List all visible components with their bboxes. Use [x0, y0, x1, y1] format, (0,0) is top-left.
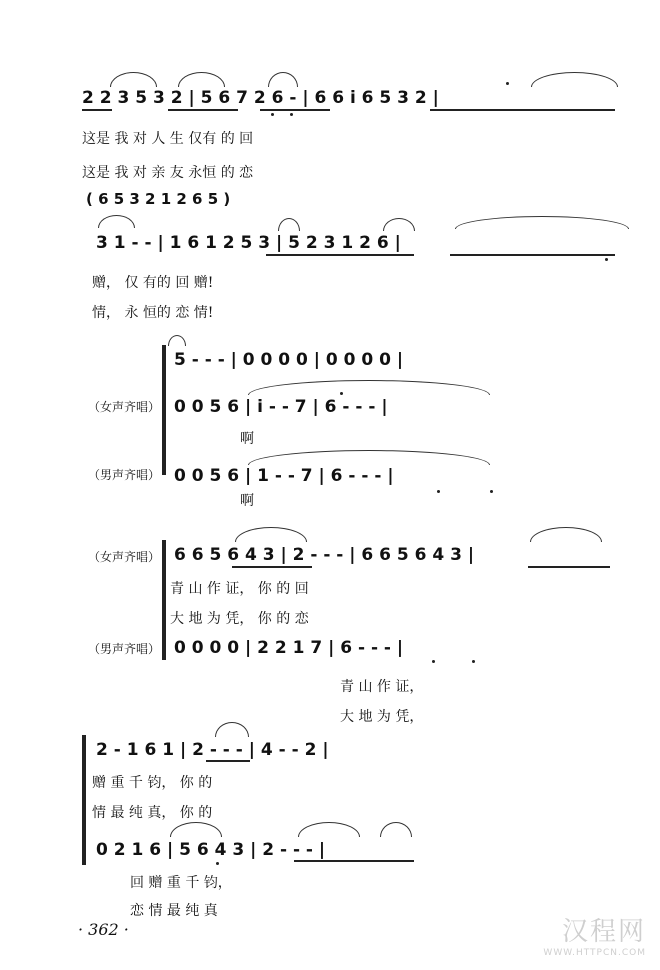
underline	[450, 254, 615, 256]
system-3-top-notes: 5 - - - | 0 0 0 0 | 0 0 0 0 |	[174, 350, 404, 370]
system-1-notes: 2 2 3 5 3 2 | 5 6 7 2 6 - | 6 6 i 6 5 3 2 |	[82, 88, 439, 108]
system-5-upper-lyric-2: 情 最 纯 真， 你 的	[92, 805, 213, 821]
underline	[430, 109, 615, 111]
system-3-women-lyric: 啊	[240, 431, 254, 447]
slur	[531, 72, 618, 87]
underline	[260, 109, 330, 111]
lower-dot	[490, 490, 493, 493]
slur	[170, 822, 222, 837]
slur	[178, 72, 225, 87]
slur	[168, 335, 186, 346]
slur	[235, 527, 307, 542]
system-2-lyric-2: 情， 永 恒的 恋 情!	[92, 305, 214, 321]
slur	[268, 72, 298, 87]
system-4-men-lyric-1: 青 山 作 证，	[340, 679, 424, 695]
lower-dot	[432, 660, 435, 663]
lower-dot	[290, 113, 293, 116]
watermark-url: WWW.HTTPCN.COM	[543, 948, 646, 958]
underline	[82, 109, 112, 111]
system-4-men-notes: 0 0 0 0 | 2 2 1 7 | 6 - - - |	[174, 638, 404, 658]
watermark-brand: 汉程网	[561, 917, 646, 947]
system-5-lower-lyric-1: 回 赠 重 千 钧，	[130, 875, 232, 891]
system-1-lyric-1: 这是 我 对 人 生 仅有 的 回	[82, 131, 254, 147]
slur	[278, 218, 300, 231]
slur	[248, 380, 490, 395]
system-4-women-notes: 6 6 5 6 4 3 | 2 - - - | 6 6 5 6 4 3 |	[174, 545, 475, 565]
upper-dot	[506, 82, 509, 85]
system-bracket	[162, 540, 166, 660]
system-4-women-lyric-2: 大 地 为 凭， 你 的 恋	[170, 611, 309, 627]
system-bracket	[162, 345, 166, 475]
slur	[530, 527, 602, 542]
slur	[110, 72, 157, 87]
system-5-upper-notes: 2 - 1 6 1 | 2 - - - | 4 - - 2 |	[96, 740, 329, 760]
slur	[383, 218, 415, 231]
lower-dot	[472, 660, 475, 663]
upper-dot	[340, 392, 343, 395]
system-2-parenthetical: ( 6 5 3 2 1 2 6 5 )	[86, 190, 231, 208]
lower-dot	[605, 258, 608, 261]
system-2-lyric-1: 赠， 仅 有的 回 赠!	[92, 275, 214, 291]
lower-dot	[271, 113, 274, 116]
system-3-women-notes: 0 0 5 6 | i - - 7 | 6 - - - |	[174, 397, 388, 417]
slur	[455, 216, 629, 229]
underline	[232, 566, 312, 568]
system-2-notes: 3 1 - - | 1 6 1 2 5 3 | 5 2 3 1 2 6 |	[96, 233, 401, 253]
men-part-label: （男声齐唱）	[88, 468, 161, 482]
system-5-lower-notes: 0 2 1 6 | 5 6 4 3 | 2 - - - |	[96, 840, 326, 860]
watermark	[543, 911, 646, 958]
slur	[98, 215, 135, 228]
system-4-men-lyric-2: 大 地 为 凭，	[340, 709, 424, 725]
slur	[380, 822, 412, 837]
page-number: · 362 ·	[78, 920, 129, 939]
underline	[168, 109, 238, 111]
system-3-men-notes: 0 0 5 6 | 1 - - 7 | 6 - - - |	[174, 466, 394, 486]
system-1-lyric-2: 这是 我 对 亲 友 永恒 的 恋	[82, 165, 254, 181]
women-part-label: （女声齐唱）	[88, 550, 161, 564]
lower-dot	[216, 862, 219, 865]
women-part-label: （女声齐唱）	[88, 400, 161, 414]
slur	[248, 450, 490, 465]
slur	[298, 822, 360, 837]
system-3-men-lyric: 啊	[240, 493, 254, 509]
system-5-lower-lyric-2: 恋 情 最 纯 真	[130, 903, 218, 919]
underline	[206, 760, 250, 762]
underline	[528, 566, 610, 568]
men-part-label: （男声齐唱）	[88, 642, 161, 656]
system-4-women-lyric-1: 青 山 作 证， 你 的 回	[170, 581, 309, 597]
underline	[294, 860, 414, 862]
system-5-upper-lyric-1: 赠 重 千 钧， 你 的	[92, 775, 213, 791]
slur	[215, 722, 249, 737]
lower-dot	[437, 490, 440, 493]
system-bracket	[82, 735, 86, 865]
underline	[266, 254, 414, 256]
